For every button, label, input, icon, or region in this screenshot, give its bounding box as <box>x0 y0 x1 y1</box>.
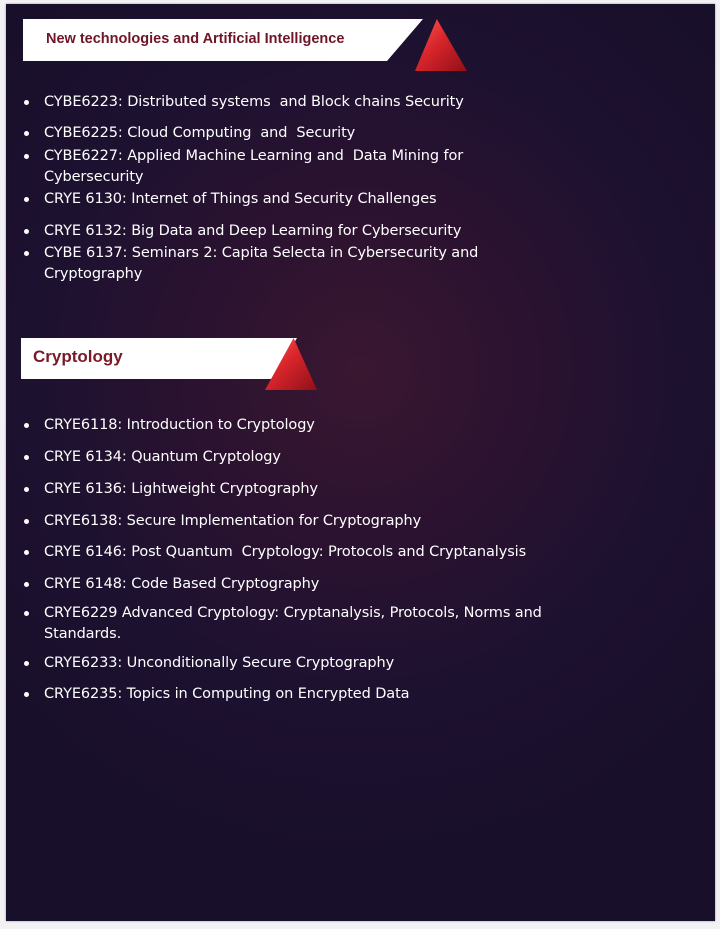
bullet-icon <box>24 154 29 159</box>
list-item: CRYE6229 Advanced Cryptology: Cryptanalysis, Protocols, Norms and Standards. <box>44 603 542 645</box>
list-item: CRYE 6134: Quantum Cryptology <box>44 447 281 468</box>
bullet-icon <box>24 251 29 256</box>
bullet-icon <box>24 229 29 234</box>
bullet-icon <box>24 197 29 202</box>
list-item: CRYE6233: Unconditionally Secure Cryptography <box>44 653 394 674</box>
list-item: CRYE6235: Topics in Computing on Encrypted Data <box>44 684 409 705</box>
bullet-icon <box>24 423 29 428</box>
bullet-icon <box>24 661 29 666</box>
section-title-ai: New technologies and Artificial Intelligence <box>46 31 345 47</box>
section-title-cryptology: Cryptology <box>33 347 123 366</box>
bullet-icon <box>24 487 29 492</box>
list-item: CYBE6225: Cloud Computing and Security <box>44 123 355 144</box>
list-item: CRYE 6136: Lightweight Cryptography <box>44 479 318 500</box>
list-item: CRYE 6132: Big Data and Deep Learning for Cybersecurity <box>44 221 461 242</box>
section-banner-ai <box>23 19 453 77</box>
bullet-icon <box>24 455 29 460</box>
bullet-icon <box>24 550 29 555</box>
list-item: CRYE 6130: Internet of Things and Security Challenges <box>44 189 437 210</box>
list-item: CYBE 6137: Seminars 2: Capita Selecta in Cybersecurity and Cryptography <box>44 243 478 285</box>
list-item: CRYE6138: Secure Implementation for Cryptography <box>44 511 421 532</box>
bullet-icon <box>24 131 29 136</box>
list-item: CRYE 6148: Code Based Cryptography <box>44 574 319 595</box>
bullet-icon <box>24 582 29 587</box>
banner-triangle-decoration <box>415 19 467 71</box>
list-item: CYBE6223: Distributed systems and Block chains Security <box>44 92 464 113</box>
section-banner-cryptology <box>21 338 321 394</box>
bullet-icon <box>24 519 29 524</box>
document-page <box>6 4 715 921</box>
bullet-icon <box>24 692 29 697</box>
bullet-icon <box>24 611 29 616</box>
list-item: CRYE6118: Introduction to Cryptology <box>44 415 315 436</box>
list-item: CYBE6227: Applied Machine Learning and Data Mining for Cybersecurity <box>44 146 463 188</box>
bullet-icon <box>24 100 29 105</box>
list-item: CRYE 6146: Post Quantum Cryptology: Protocols and Cryptanalysis <box>44 542 526 563</box>
